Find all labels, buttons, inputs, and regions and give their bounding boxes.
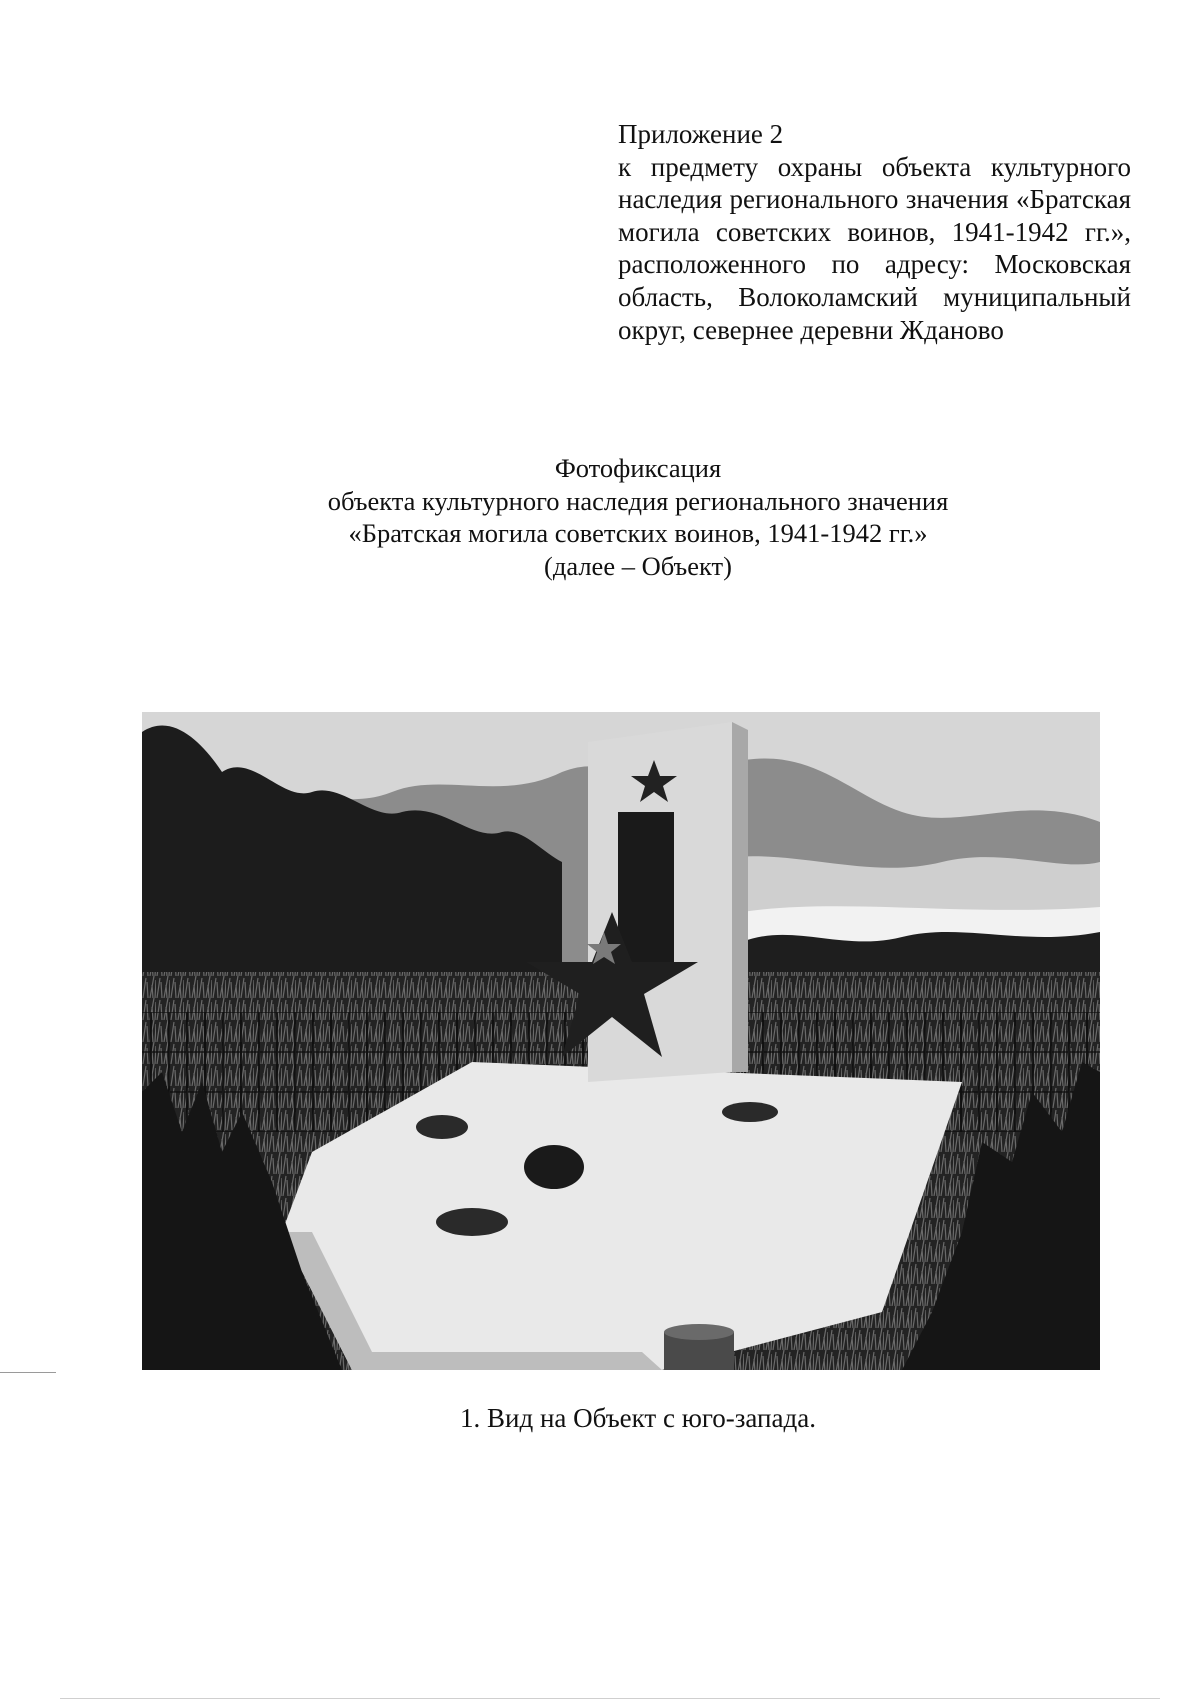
- wreath: [524, 1145, 584, 1189]
- photo-caption: 1. Вид на Объект с юго-запада.: [460, 1403, 816, 1433]
- document-title-line-2: объекта культурного наследия регионального значения: [327, 485, 949, 516]
- appendix-header: [618, 118, 1131, 346]
- appendix-text: к предмету охраны объекта культурного наследия регионального значения «Братская могила советских воинов, 1941-1942 гг.», расположенного по адресу: Московская область, Волоколамский муниципальный округ, севернее деревни Жданово: [618, 151, 1131, 345]
- scan-mark-left: [0, 1372, 56, 1373]
- appendix-title: Приложение 2: [618, 119, 784, 149]
- scan-mark-bottom: [60, 1698, 1160, 1699]
- memorial-plaque: [618, 812, 674, 972]
- document-title-line-3: «Братская могила советских воинов, 1941-1942 гг.»: [348, 518, 928, 548]
- document-title: [200, 452, 1076, 582]
- document-title-line-1: Фотофиксация: [554, 453, 722, 483]
- memorial-photo: [142, 712, 1100, 1370]
- document-title-line-4: (далее – Объект): [544, 550, 732, 581]
